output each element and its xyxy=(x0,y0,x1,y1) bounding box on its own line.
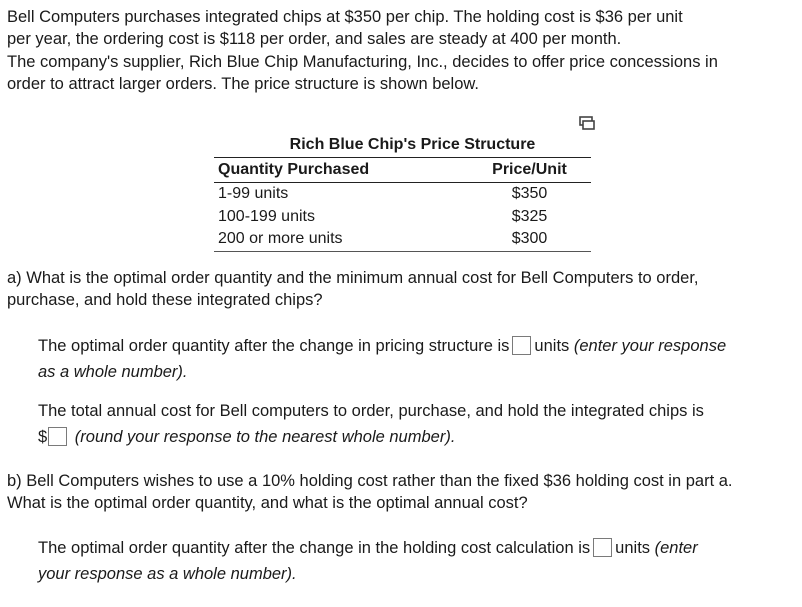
cell-quantity: 1-99 units xyxy=(218,185,289,202)
table-row xyxy=(214,206,591,229)
answer-prompt: The optimal order quantity after the change in the holding cost calculation is xyxy=(38,539,591,557)
intro-line: The company's supplier, Rich Blue Chip Manufacturing, Inc., decides to offer price concessions in xyxy=(7,52,718,71)
intro-line: Bell Computers purchases integrated chips at $350 per chip. The holding cost is $36 per unit xyxy=(7,8,683,26)
header-quantity: Quantity Purchased xyxy=(218,161,370,178)
answer-prompt: The total annual cost for Bell computers to order, purchase, and hold the integrated chips is xyxy=(38,402,704,420)
answer-prompt: The optimal order quantity after the change in pricing structure is xyxy=(38,337,510,355)
order-quantity-input[interactable] xyxy=(593,538,612,557)
intro-line: per year, the ordering cost is $118 per order, and sales are steady at 400 per month. xyxy=(7,30,622,49)
cell-price: $300 xyxy=(511,230,548,247)
cell-quantity: 200 or more units xyxy=(218,230,343,247)
answer-hint: (enter your response xyxy=(573,337,727,355)
question-line: What is the optimal order quantity, and what is the optimal annual cost? xyxy=(7,494,528,513)
question-line: b) Bell Computers wishes to use a 10% holding cost rather than the fixed $36 holding cost in part a. xyxy=(7,472,733,490)
part-b-answer-1 xyxy=(38,535,798,587)
cell-price: $325 xyxy=(511,207,548,225)
part-a-answer-2 xyxy=(38,398,798,450)
question-line: purchase, and hold these integrated chips? xyxy=(7,291,323,310)
problem-intro xyxy=(7,6,797,96)
part-b-question xyxy=(7,470,797,515)
price-structure-table xyxy=(214,133,591,252)
header-price: Price/Unit xyxy=(492,161,567,178)
question-line: a) What is the optimal order quantity and the minimum annual cost for Bell Computers to order, xyxy=(7,269,699,287)
copy-icon[interactable] xyxy=(578,114,596,132)
answer-unit: units xyxy=(534,337,570,355)
part-a-answer-1 xyxy=(38,333,798,385)
table-header-row xyxy=(214,157,591,183)
answer-unit: units xyxy=(615,539,651,557)
cell-price: $350 xyxy=(511,185,548,202)
answer-hint: as a whole number). xyxy=(38,363,188,381)
table-title: Rich Blue Chip's Price Structure xyxy=(289,136,536,153)
part-a-question xyxy=(7,267,797,312)
table-row xyxy=(214,228,591,252)
order-quantity-input[interactable] xyxy=(512,336,531,355)
intro-line: order to attract larger orders. The price structure is shown below. xyxy=(7,75,479,94)
answer-hint: (enter xyxy=(654,539,698,557)
cell-quantity: 100-199 units xyxy=(218,207,315,225)
answer-hint: your response as a whole number). xyxy=(38,565,297,583)
total-cost-input[interactable] xyxy=(48,427,67,446)
currency-symbol: $ xyxy=(38,428,48,446)
answer-hint: (round your response to the nearest whole number). xyxy=(74,428,456,446)
table-row xyxy=(214,183,591,206)
